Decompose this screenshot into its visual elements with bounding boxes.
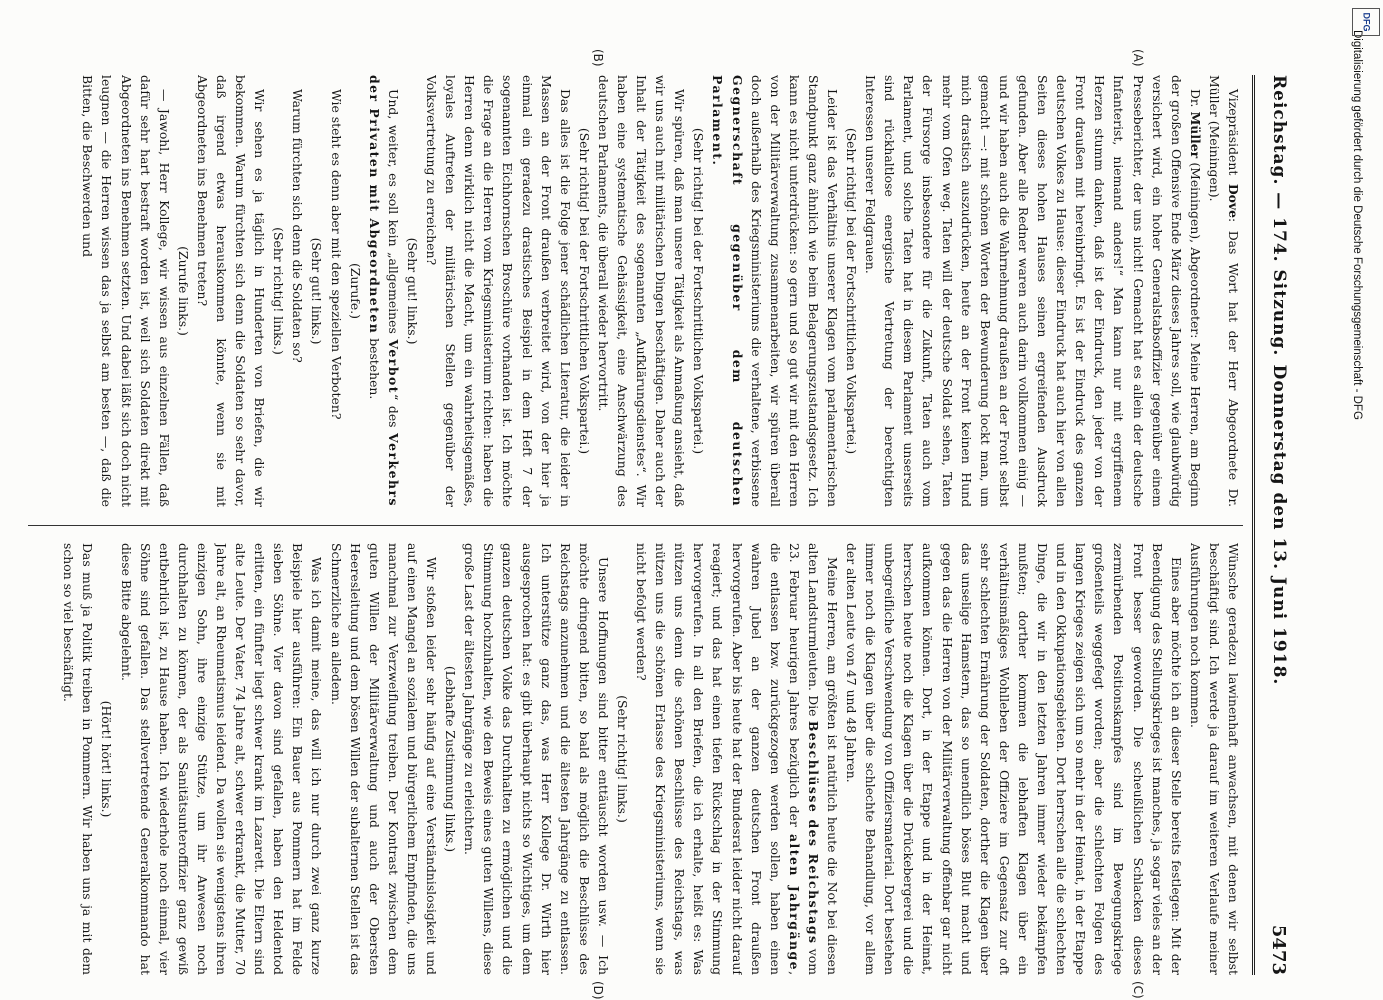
- marker-c: (C): [1131, 981, 1145, 999]
- text-column-right: [23, 543, 1243, 975]
- paragraph: Leider ist das Verhältnis unserer Klagen vom parlamentarischen Standpunkt ganz ähnlich wie beim Belagerungszustandsgesetz. Ich kann es nicht unterdrücken: so gern und so gut wir mit den Herren von der Militärverwaltung zusammenarbeiten, wir spüren überall doch außerhalb des Kriegsministeriums die verhaltene, verbissene Gegnerschaft gegenüber dem deutschen Parlament.: [710, 75, 841, 507]
- paragraph: Dr. Müller (Meiningen), Abgeordneter: Meine Herren, am Beginn der großen Offensive Ende März dieses Jahres soll, wie glaubwürdig versichert wird, ein hoher Generalstabsoffizier gegenüber einem Presseberichter, der uns nicht! Gemacht hat es allein der deutsche Infanterist, niemand anders!“ Man kann nur mit ergriffenem Herzen stumm danken, daß ist der Eindruck, den jeder von der Front draußen mit hereinbringt. Es ist der Eindruck des ganzen deutschen Volkes zu Hause: dieser Eindruck hat auch hier von allen Seiten dieses hohen Hauses seinen ergreifenden Ausdruck gefunden. Aber alle Redner waren auch darin vollkommen einig — und wir haben auch die Wahrnehmung draußen an der Front selbst gemacht —: mit schönen Worten der Bewunderung lockt man, um mich drastisch auszudrücken, heute an der Front keinen Hund mehr vom Ofen weg. Taten will der deutsche Soldat sehen, Taten der Fürsorge insbesondere für die Zukunft, Taten auch vom Parlament, und solche Taten hat in diesem Parlament unserseits sind rückhaltlose energische Vertretung der berechtigten Interessen unserer Feldgrauen.: [863, 75, 1203, 507]
- paragraph: Was ich damit meine, das will ich nur durch zwei ganz kurze Beispiele hier ausführen: Ein Bauer aus Pommern hat im Felde sieben Söhne. Vier davon sind gefallen, haben den Heldentod erlitten, ein fünfter liegt schwer krank im Lazarett. Die Eltern sind alte Leute. Der Vater, 74 Jahre alt, schwer erkrankt, die Mutter, 70 Jahre alt, an Rheumatismus leidend. Da wollen sie wenigstens ihren einzigen Sohn, ihre einzige Stütze, um ihr Anwesen noch durchhalten zu können, der als Sanitätsunteroffizier ganz gewiß entbehrlich ist, zu Hause haben. Ich wiederhole noch einmal, vier Söhne sind gefallen. Das stellvertretende Generalkommando hat diese Bitte abgelehnt.: [118, 543, 325, 975]
- interjection: (Sehr gut! links.): [309, 237, 325, 345]
- paragraph: Das alles ist die Folge jener schädlichen Literatur, die leider in Massen an der Front draußen verbreitet wird, von der hier ja einmal ein geradezu drastisches Beispiel in dem Heft 7 der sogenannten Eichhornschen Broschüre vorhanden ist. Ich möchte die Frage an die Herren vom Kriegsministerium richten: haben die Herren denn wirklich nicht die Macht, um ein wahrheitsgemäßes, loyales Auftreten der militärischen Stellen gegenüber der Volksvertretung zu erreichen?: [424, 75, 573, 507]
- paragraph: Unsere Hoffnungen sind bitter enttäuscht worden usw. — Ich möchte dringend bitten, so bald als möglich die Beschlüsse des Reichstags anzunehmen und die ältesten Jahrgänge zu entlassen. Ich unterstütze ganz das, was Herr Kollege Dr. Wirth hier ausgesprochen hat: es gibt überhaupt nichts so Wichtiges, um dem ganzen deutschen Volke das Durchhalten zu ermöglichen und die Stimmung hochzuhalten, wie den Beweis eines guten Willens, diese große Last der ältesten Jahrgänge zu erleichtern.: [462, 543, 611, 975]
- dfg-logo-text: DFG: [1361, 12, 1371, 32]
- interjection: (Sehr richtig! links.): [615, 695, 630, 823]
- paragraph: Wir sehen es ja täglich in Hunderten von Briefen, die wir bekommen. Warum fürchten sich denn die Soldaten so sehr davor, daß irgend etwas herauskommen könnte, wenn sie mit Abgeordneten ins Benehmen treten?: [194, 75, 268, 507]
- interjection: (Sehr gut! links.): [404, 237, 420, 345]
- credit-text: Digitalisierung gefördert durch die Deutsche Forschungsgemeinschaft - DFG: [1351, 30, 1363, 420]
- interjection: (Lebhafte Zustimmung links.): [443, 665, 459, 853]
- interjection: (Sehr richtig! bei der Fortschrittlichen Volkspartei.): [844, 127, 860, 455]
- interjection: (Zurufe links.): [175, 246, 191, 336]
- digitization-credit: [1345, 10, 1367, 995]
- paragraph: Eines aber möchte ich an dieser Stelle bereits festlegen: Mit der Beendigung des Stellungskrieges ist manches, ja sogar vieles an der Front besser geworden. Die scheußlichen Schlacken dieses zermürbenden Positionskampfes sind im Bewegungskriege großenteils weggefegt worden; aber die schlechten Folgen des langen Krieges zeigen sich um so mehr in der Heimat, in der Etappe und in den Okkupationsgebieten. Dort herrschen alle die schlechten Dinge, die wir in den letzten Jahren immer wieder bekämpfen mußten; dorther kommen die lebhaften Klagen über ein verhältnismäßiges Wohlleben der Offiziere im Gegensatz zur oft sehr schlechten Ernährung der Soldaten, dorther die Klagen über das unselige Hamstern, das so unendlich böses Blut macht und gegen das die Herren von der Militärverwaltung offenbar gar nicht aufkommen können. Dort, in der Etappe und in der Heimat, herrschen heute noch die Klagen über die Drückebergerei und die unbegreifliche Verschwendung von Offiziersmaterial. Dort bestehen immer noch die Klagen über die schlechte Behandlung, vor allem der alten Leute von 47 und 48 Jahren.: [844, 543, 1184, 975]
- header-session: Reichstag. — 174. Sitzung.: [1269, 75, 1289, 357]
- header-date: Donnerstag den 13. Juni 1918.: [1269, 364, 1289, 686]
- rotated-page-content: [0, 49, 1295, 1000]
- interjection: (Hört! hört! links.): [99, 700, 115, 818]
- interjection: (Zurufe.): [347, 262, 363, 320]
- interjection: (Sehr richtig! bei der Fortschrittlichen Volkspartei.): [691, 127, 707, 455]
- paragraph: Wir stoßen leider sehr häufig auf eine Verständnislosigkeit und auf einen Mangel an sozialem und bürgerlichem Empfinden, die uns manchmal zur Verzweiflung treiben. Der Kontrast zwischen dem guten Willen der Militärverwaltung und auch der Obersten Heeresleitung und dem bösen Willen der subalternen Stellen ist das Schmerzliche an alledem.: [328, 543, 440, 975]
- paragraph: Und, weiter, es soll kein „allgemeines Verbot“ des Verkehrs der Privaten mit Abgeordneten bestehen.: [366, 75, 401, 507]
- paragraph: Meine Herren, am größten ist natürlich heute die Not bei diesen alten Landsturmleuten. Die Beschlüsse des Reichstags vom 23. Februar heurigen Jahres bezüglich der alten Jahrgänge, die entlassen bzw. zurückgezogen werden sollen, haben einen wahren Jubel an der ganzen deutschen Front draußen hervorgerufen. Aber bis heute hat der Bundesrat leider nicht darauf reagiert; und das hat einen tiefen Rückschlag in der Stimmung hervorgerufen. In all den Briefen, die ich erhalte, heißt es: Was nützen uns denn die schönen Beschlüsse des Reichstags, was nützen uns die schönen Erlasse des Kriegsministeriums, wenn sie nicht befolgt werden?: [634, 543, 841, 975]
- page-number: 5473: [1268, 924, 1289, 975]
- paragraph: — Jawohl, Herr Kollege, wir wissen aus einzelnen Fällen, daß dafür sehr hart bestraft worden ist, weil sich Soldaten direkt mit Abgeordneten ins Benehmen setzten. Und dabei läßt sich doch nicht leugnen — die Herren wissen das ja selbst am besten —, daß die Bitten, die Beschwerden und: [80, 75, 172, 507]
- column-divider: [28, 525, 1243, 526]
- marker-a: (A): [1131, 49, 1145, 67]
- interjection: (Sehr richtig! links.): [271, 227, 287, 355]
- marker-b: (B): [591, 49, 605, 67]
- paragraph: Vizepräsident Dove: Das Wort hat der Herr Abgeordnete Dr. Müller (Meiningen).: [1206, 75, 1241, 507]
- page-header: [1252, 75, 1295, 975]
- text-column-left: [23, 75, 1243, 507]
- paragraph: Warum fürchten sich denn die Soldaten so?: [290, 89, 306, 363]
- interjection: (Sehr richtig! bei der Fortschrittlichen Volkspartei.): [576, 127, 592, 455]
- paragraph: Wie steht es denn aber mit den speziellen Verboten?: [328, 89, 344, 420]
- dfg-logo: [1352, 8, 1380, 36]
- marker-d: (D): [591, 981, 605, 1000]
- paragraph: Wünsche geradezu lawinenhaft anwachsen, mit denen wir selbst beschäftigt sind. Ich werde ja darauf im weiteren Verlaufe meiner Ausführungen noch kommen.: [1187, 543, 1241, 975]
- paragraph: Das muß ja Politik treiben in Pommern. Wir haben uns ja mit dem schon so viel beschäftigt.: [61, 543, 96, 975]
- paragraph: Wir spüren, daß man unsere Tätigkeit als Anmaßung ansieht, daß wir uns auch mit militärischen Dingen beschäftigen. Daher auch der Inhalt der Tätigkeit des sogenannten „Aufklärungsdienstes“. Wir haben eine systematische Gehässigkeit, eine Anschwärzung des deutschen Parlaments, die überall wieder hervortritt.: [595, 75, 688, 507]
